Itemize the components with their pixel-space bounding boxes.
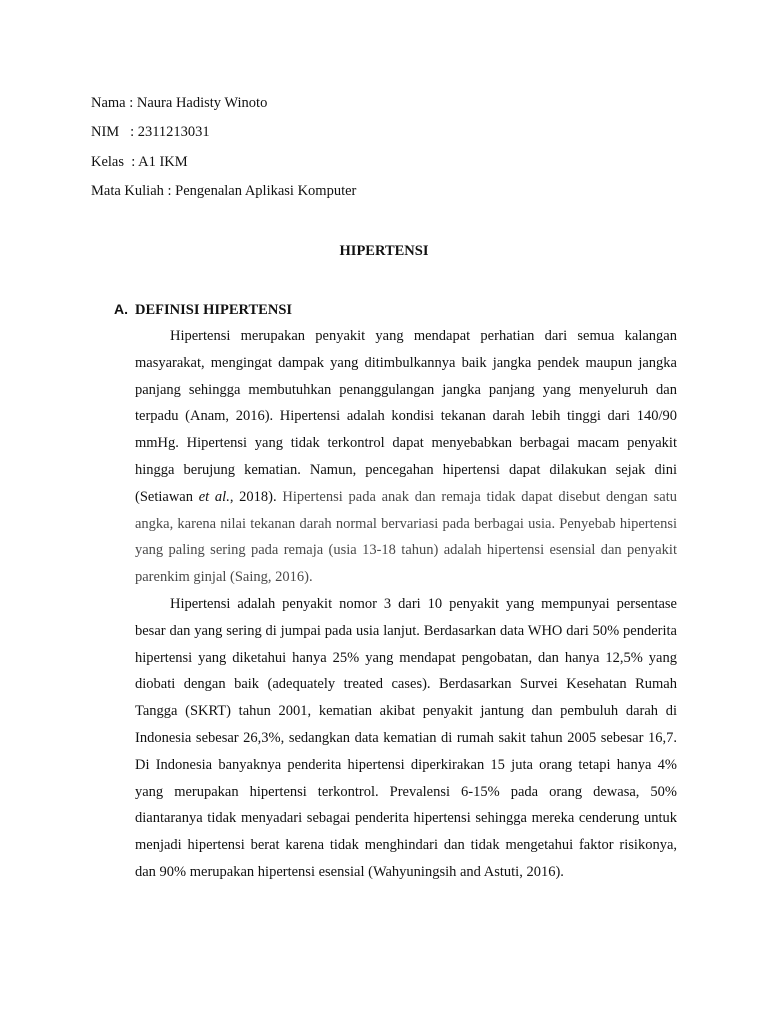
paragraph-1 <box>135 323 677 591</box>
document-title: HIPERTENSI <box>339 243 429 259</box>
section-letter: A. <box>114 301 128 317</box>
paragraph-1-continuation: Hipertensi pada anak dan remaja tidak dapat disebut dengan satu angka, karena nilai tekanan darah normal bervariasi pada berbagai usia. Penyebab hipertensi yang paling sering pada remaja (usia 13-18 tahun) adalah hipertensi esensial dan penyakit parenkim ginjal (Saing, 2016). <box>135 488 677 586</box>
student-name-line: Nama : Naura Hadisty Winoto <box>91 95 268 111</box>
section-body <box>135 323 677 886</box>
paragraph-1-text: Hipertensi merupakan penyakit yang mendapat perhatian dari semua kalangan masyarakat, mengingat dampak yang ditimbulkannya baik jangka pendek maupun jangka panjang sehingga membutuhkan penanggulangan jangka panjang yang menyeluruh dan terpadu (Anam, 2016). Hipertensi adalah kondisi tekanan darah lebih tinggi dari 140/90 mmHg. Hipertensi yang tidak terkontrol dapat menyebabkan berbagai macam penyakit hingga berujung kematian. Namun, pencegahan hipertensi dapat dilakukan sejak dini (Setiawan <box>135 328 677 505</box>
paragraph-1-italic: et al. <box>198 488 230 505</box>
paragraph-1-citation-end: , 2018). <box>229 488 277 505</box>
student-nim-line: NIM : 2311213031 <box>91 124 210 140</box>
course-line: Mata Kuliah : Pengenalan Aplikasi Komputer <box>91 183 357 199</box>
section-heading <box>114 300 292 319</box>
section-heading-text: DEFINISI HIPERTENSI <box>135 302 293 318</box>
paragraph-2: Hipertensi adalah penyakit nomor 3 dari 10 penyakit yang mempunyai persentase besar dan yang sering di jumpai pada usia lanjut. Berdasarkan data WHO dari 50% penderita hipertensi yang diketahui hanya 25% yang mendapat pengobatan, dan hanya 12,5% yang diobati dengan baik (adequately treated cases). Berdasarkan Survei Kesehatan Rumah Tangga (SKRT) tahun 2001, kematian akibat penyakit jantung dan pembuluh darah di Indonesia sebesar 26,3%, sedangkan data kematian di rumah sakit tahun 2005 sebesar 16,7. Di Indonesia banyaknya penderita hipertensi diperkirakan 15 juta orang tetapi hanya 4% yang merupakan hipertensi terkontrol. Prevalensi 6-15% pada orang dewasa, 50% diantaranya tidak menyadari sebagai penderita hipertensi sehingga mereka cenderung untuk menjadi hipertensi berat karena tidak menghindari dan tidak mengetahui faktor risikonya, dan 90% merupakan hipertensi esensial (Wahyuningsih and Astuti, 2016). <box>135 595 677 880</box>
student-class-line: Kelas : A1 IKM <box>91 154 188 170</box>
